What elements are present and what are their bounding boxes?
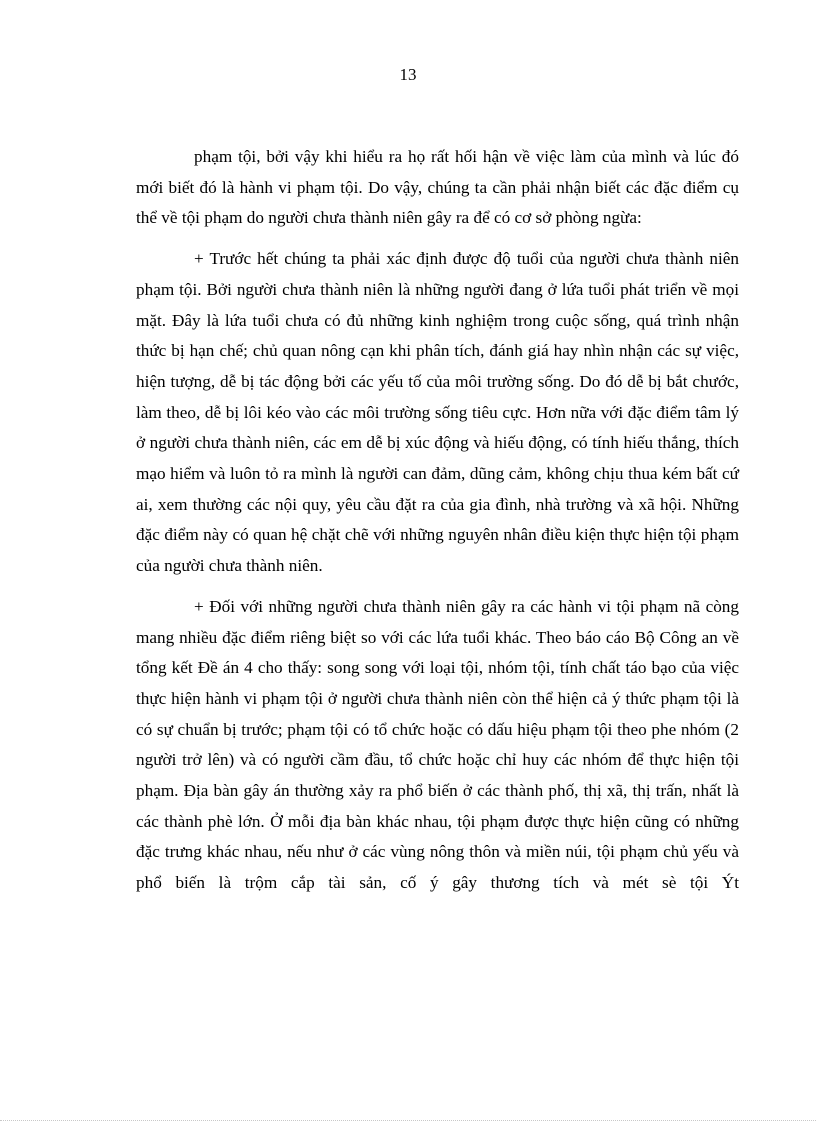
paragraph-crime-characteristics: + Đối với những người chưa thành niên gây ra các hành vi tội phạm nã còng mang nhiều đặc điểm riêng biệt so với các lứa tuổi khác. Theo báo cáo Bộ Công an về tổng kết Đề án 4 cho thấy: song song với loại tội, nhóm tội, tính chất táo bạo của việc thực hiện hành vi phạm tội ở người chưa thành niên còn thể hiện cả ý thức phạm tội là có sự chuẩn bị trước; phạm tội có tổ chức hoặc có dấu hiệu phạm tội theo phe nhóm (2 người trở lên) và có người cầm đầu, tổ chức hoặc chỉ huy các nhóm để thực hiện tội phạm. Địa bàn gây án thường xảy ra phổ biến ở các thành phố, thị xã, thị trấn, nhất là các thành phè lớn. Ở mỗi địa bàn khác nhau, tội phạm được thực hiện cũng có những đặc trưng khác nhau, nếu như ở các vùng nông thôn và miền núi, tội phạm chủ yếu và phổ biến là trộm cắp tài sản, cố ý gây thương tích và mét sè tội Ýt	[136, 596, 739, 893]
paragraph-age-characteristics: + Trước hết chúng ta phải xác định được độ tuổi của người chưa thành niên phạm tội. Bởi người chưa thành niên là những người đang ở lứa tuổi phát triển về mọi mặt. Đây là lứa tuổi chưa có đủ những kinh nghiệm trong cuộc sống, quá trình nhận thức bị hạn chế; chủ quan nông cạn khi phân tích, đánh giá hay nhìn nhận các sự việc, hiện tượng, dễ bị tác động bởi các yếu tố của môi trường sống. Do đó dễ bị bắt chước, làm theo, dễ bị lôi kéo vào các môi trường sống tiêu cực. Hơn nữa với đặc điểm tâm lý ở người chưa thành niên, các em dễ bị xúc động và hiếu động, có tính hiếu thắng, thích mạo hiểm và luôn tỏ ra mình là người can đảm, dũng cảm, không chịu thua kém bất cứ ai, xem thường các nội quy, yêu cầu đặt ra của gia đình, nhà trường và xã hội. Những đặc điểm này có quan hệ chặt chẽ với những nguyên nhân điều kiện thực hiện tội phạm của người chưa thành niên.	[136, 249, 739, 576]
page-bottom-divider	[0, 1120, 816, 1121]
paragraph-intro: phạm tội, bởi vậy khi hiểu ra họ rất hối hận về việc làm của mình và lúc đó mới biết đó là hành vi phạm tội. Do vậy, chúng ta cần phải nhận biết các đặc điểm cụ thể về tội phạm do người chưa thành niên gây ra để có cơ sở phòng ngừa:	[136, 147, 739, 228]
page-number: 13	[399, 65, 417, 84]
body-text	[136, 142, 739, 909]
